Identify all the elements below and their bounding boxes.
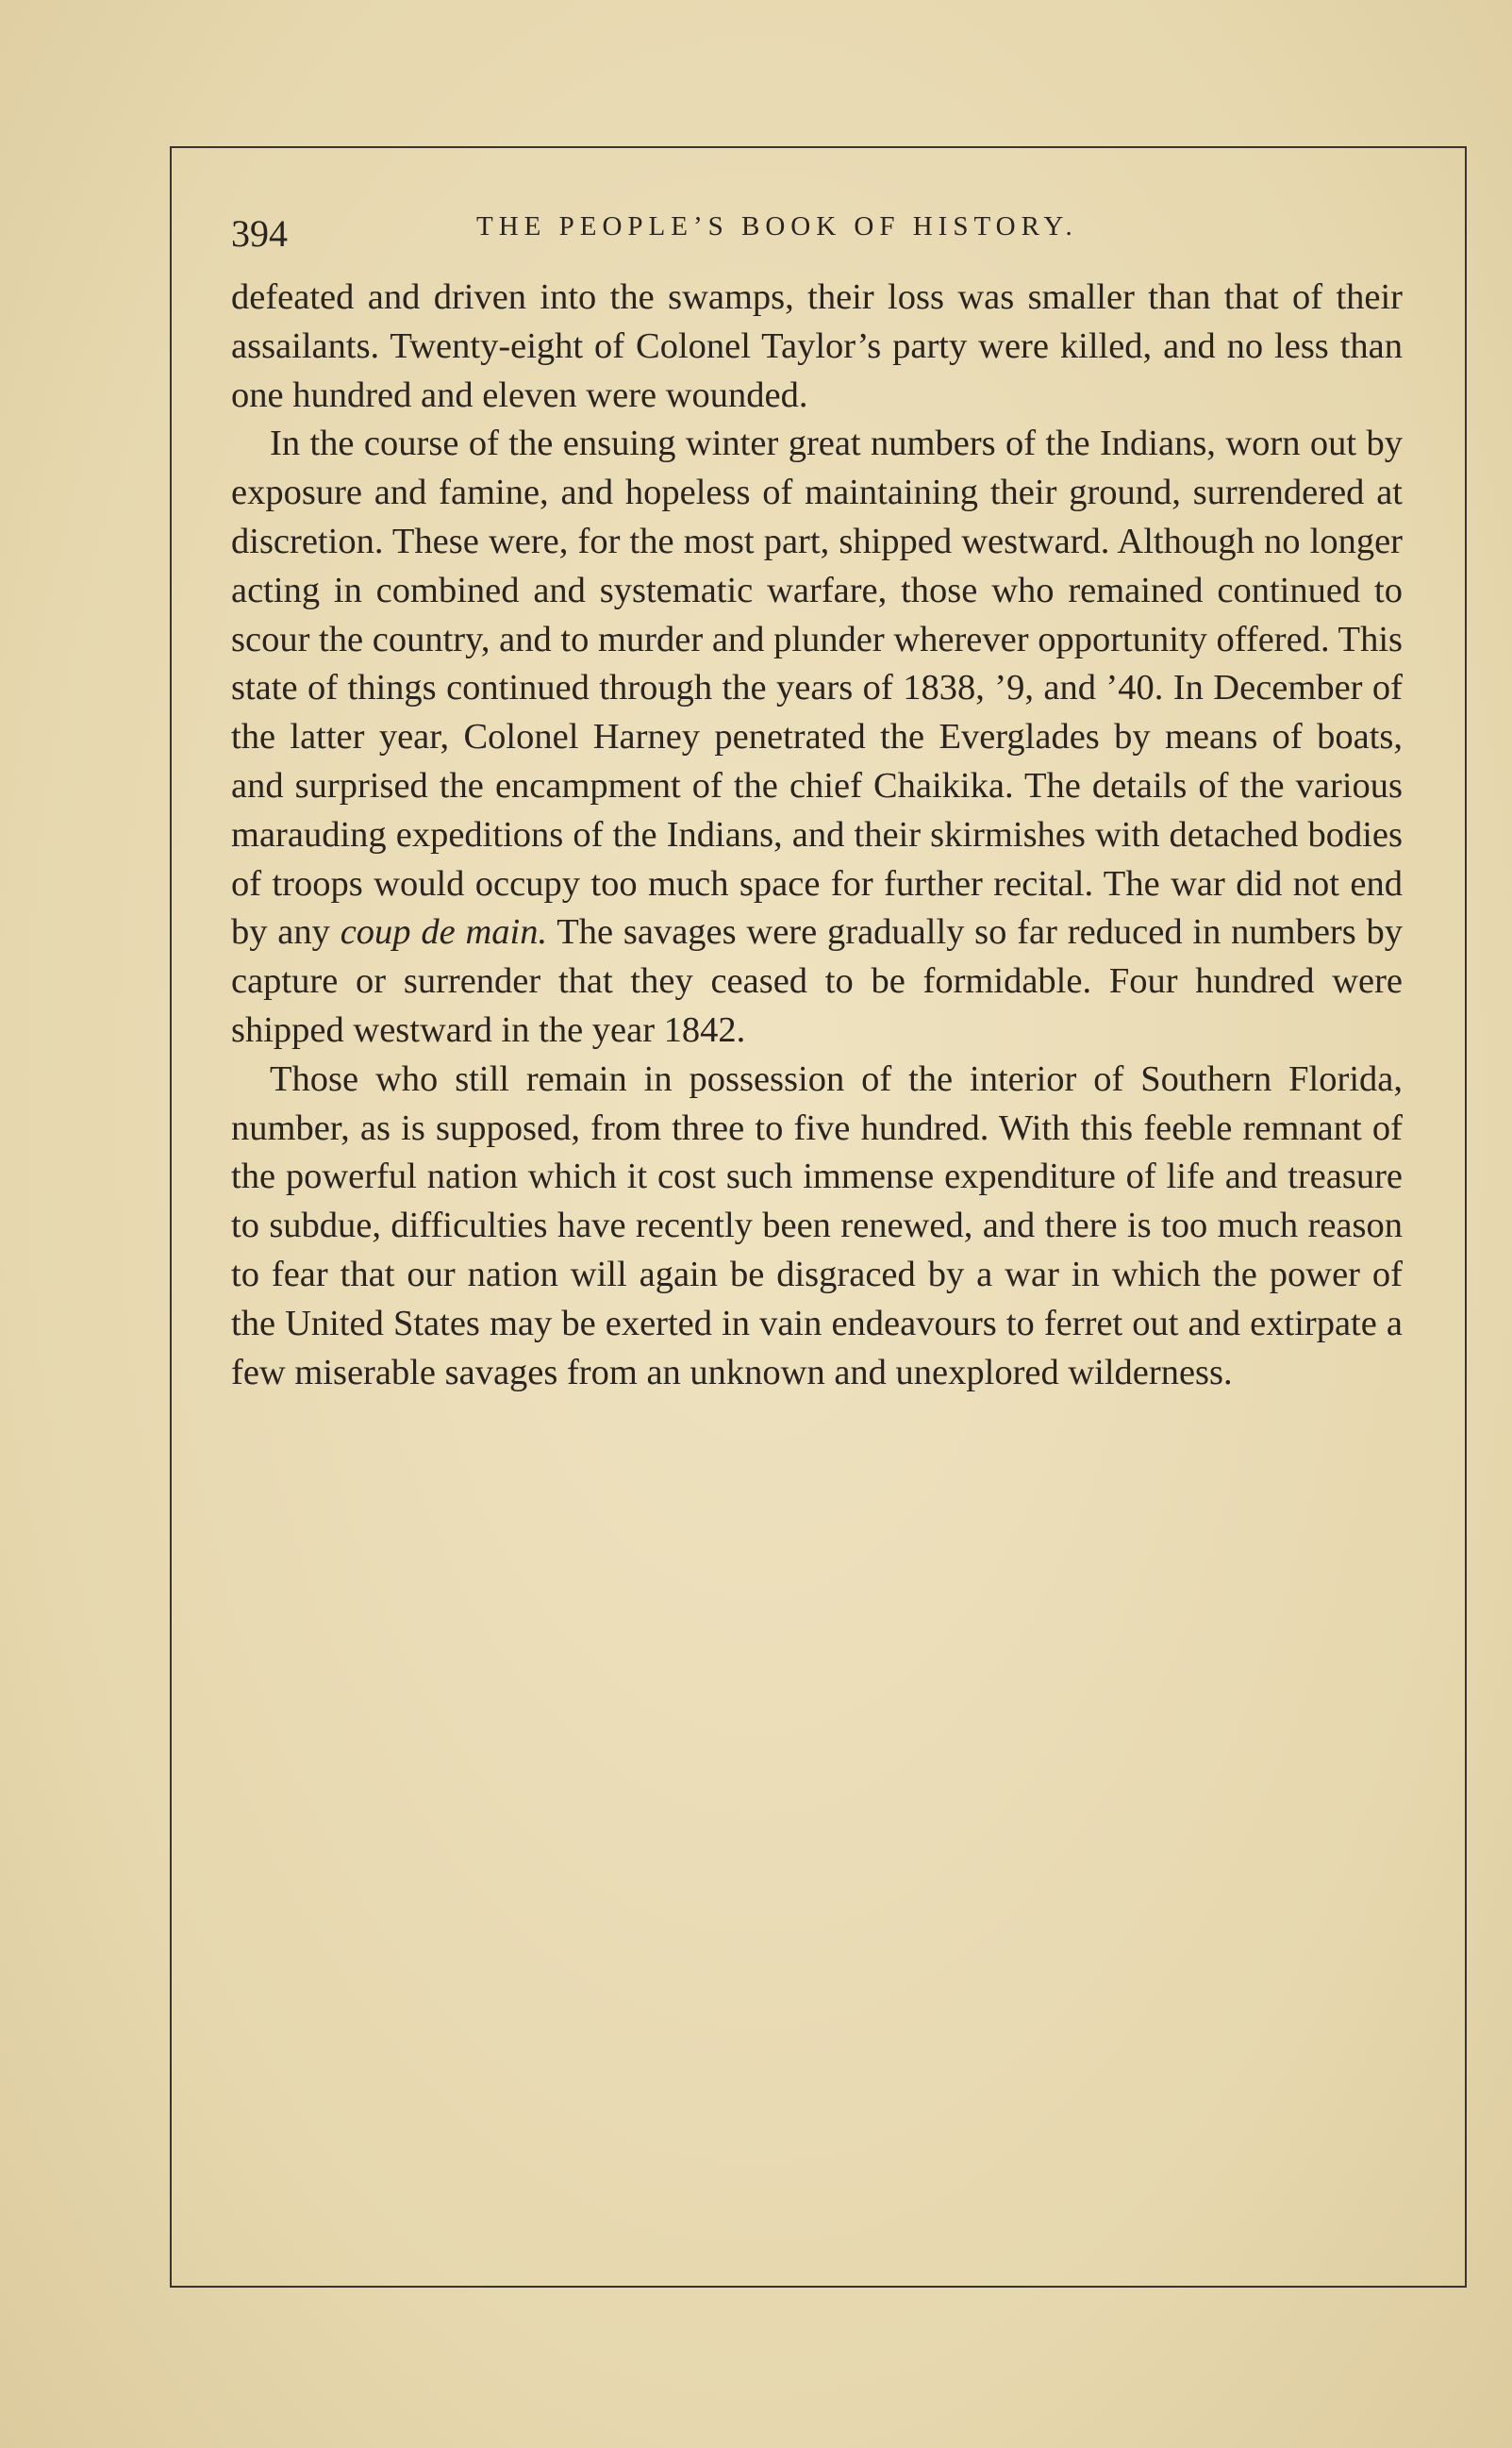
running-title: THE PEOPLE’S BOOK OF HISTORY. [476, 211, 1078, 241]
paragraph-1-text: defeated and driven into the swamps, their loss was smaller than that of their assailants. Twenty-eight of Colonel Taylor’s party were killed, and no less than one hundred and eleven were wounded. [231, 277, 1403, 415]
main-text [231, 274, 1403, 1397]
paragraph-2-text-start: In the course of the ensuing winter great numbers of the Indians, worn out by exposure and famine, and hopeless of maintaining their ground, surrendered at discretion. These were, for the most part, shipped westward. Although no longer acting in combined and systematic warfare, those who remained continued to scour the country, and to murder and plunder wherever opportunity offered. This state of things continued through the years of 1838, ’9, and ’40. In December of the latter year, Colonel Harney penetrated the Everglades by means of boats, and surprised the encampment of the chief Chaikika. The details of the various marauding expeditions of the Indians, and their skirmishes with detached bodies of troops would occupy too much space for further recital. The war did not end by any [231, 424, 1403, 953]
paragraph-2 [231, 420, 1403, 1055]
page-header [231, 206, 1401, 262]
paragraph-2-italic-phrase: coup de main. [340, 912, 548, 953]
paragraph-3 [231, 1056, 1403, 1398]
paragraph-1 [231, 274, 1403, 420]
paragraph-2-text-end: The savages were gradually so far reduced in numbers by capture or surrender that they ceased to be formidable. Four hundred were shipped westward in the year 1842. [231, 912, 1404, 1050]
paragraph-3-text: Those who still remain in possession of the interior of Southern Florida, number, as is supposed, from three to five hundred. With this feeble remnant of the powerful nation which it cost such immense expenditure of life and treasure to subdue, difficulties have recently been renewed, and there is too much reason to fear that our nation will again be disgraced by a war in which the power of the United States may be exerted in vain endeavours to ferret out and extirpate a few miserable savages from an unknown and unexplored wilderness. [231, 1058, 1403, 1392]
page-number: 394 [231, 212, 288, 255]
